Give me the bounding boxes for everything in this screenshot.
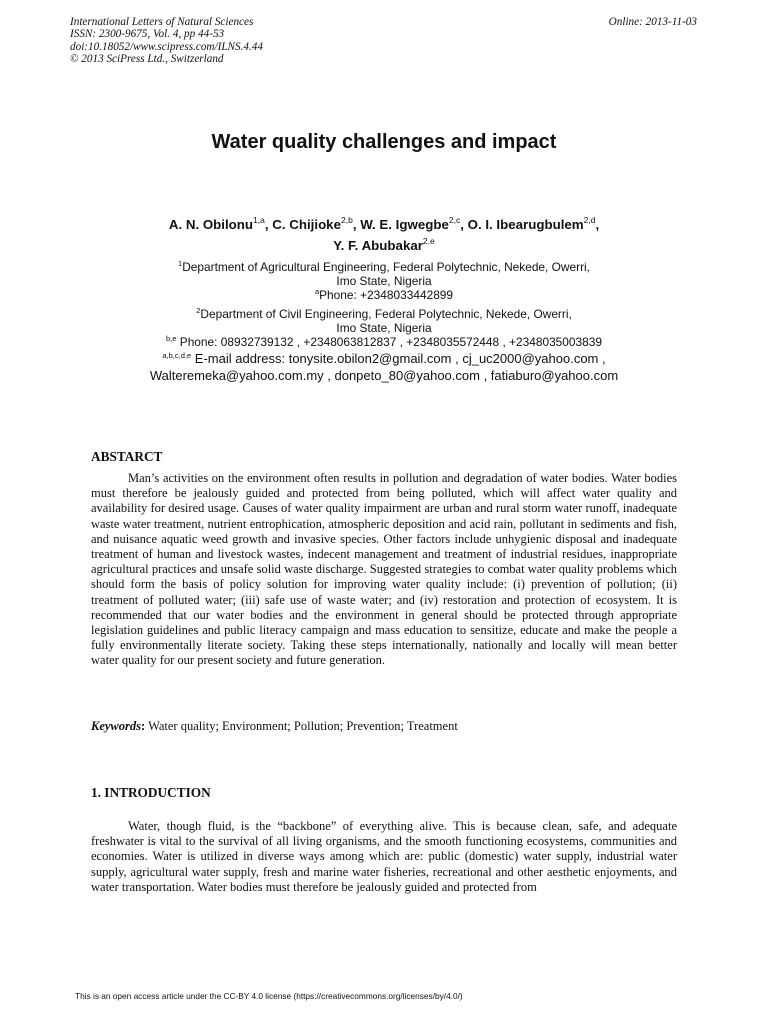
affiliation-mark: a,b,c,d,e (162, 350, 192, 360)
email-line-2: Walteremeka@yahoo.com.my , donpeto_80@yahoo.com , fatiaburo@yahoo.com (149, 367, 619, 383)
affiliation-1-phone (60, 286, 708, 303)
affiliation-block (60, 261, 708, 384)
affiliation-mark: 2 (196, 306, 201, 316)
email-text: E-mail address: tonysite.obilon2@gmail.com , cj_uc2000@yahoo.com , (194, 350, 606, 366)
author-list (60, 214, 708, 256)
author-affiliation-mark: 2,b (340, 215, 353, 225)
keywords-colon: : (141, 719, 146, 733)
abstract-heading: ABSTARCT (91, 449, 163, 464)
keywords-line (91, 719, 458, 734)
author-separator: , (595, 217, 600, 232)
affiliation-mark: 1 (178, 259, 183, 268)
journal-issn: ISSN: 2300-9675, Vol. 4, pp 44-53 (70, 28, 225, 41)
affiliation-2-phone (60, 333, 708, 350)
keywords-label: Keywords (91, 719, 141, 733)
affiliation-text: Department of Agricultural Engineering, Federal Polytechnic, Nekede, Owerri, (182, 260, 590, 274)
author-affiliation-mark: 2,e (422, 236, 435, 246)
keywords-text: Water quality; Environment; Pollution; Prevention; Treatment (145, 719, 458, 733)
journal-doi: doi:10.18052/www.scipress.com/ILNS.4.44 (70, 40, 263, 53)
author-separator: , (352, 217, 361, 232)
email-line-1 (60, 350, 708, 367)
affiliation-1 (60, 261, 708, 275)
affiliation-mark: a (314, 286, 320, 296)
journal-name: International Letters of Natural Sciences (70, 16, 254, 28)
license-footer: This is an open access article under the CC-BY 4.0 license (https://creativecommons.org/licenses/by/4.0/) (75, 991, 463, 1001)
affiliation-2 (60, 308, 708, 322)
author-name: C. Chijioke (272, 217, 341, 232)
phone-text: Phone: +2348033442899 (319, 287, 454, 302)
paper-title: Water quality challenges and impact (211, 131, 557, 153)
affiliation-2-location: Imo State, Nigeria (336, 321, 432, 336)
section-heading-introduction: 1. INTRODUCTION (91, 785, 211, 800)
journal-header (70, 16, 263, 66)
author-name: Y. F. Abubakar (333, 238, 423, 253)
author-affiliation-mark: 2,d (583, 215, 596, 225)
author-separator: , (460, 217, 468, 232)
abstract-body: Man’s activities on the environment often results in pollution and degradation of water bodies. Water bodies must therefore be jealously guided and protected from being polluted, which will affect water quality and availability for desired usage. Causes of water quality impairment are urban and rural storm water runoff, inadequate waste water treatment, nutrient entrophication, atmospheric deposition and acid rain, pollutant in sediments and fish, and nuisance aquatic weed growth and invasive species. Other factors include unhygienic disposal and inadequate treatment of human and livestock wastes, indecent management and treatment of industrial residues, inappropriate agricultural practices and unsafe solid waste discharge. Suggested strategies to combat water quality problems which should form the basis of policy solution for improving water quality include: (i) prevention of pollution; (ii) treatment of polluted water; (iii) safe use of waste water; and (iv) restoration and protection of ecosystem. It is recommended that our water bodies and the environment in general should be protected through appropriate legislation guidelines and public literacy campaign and mass education to sensitize, educate and make the people a fully environmentally literate society. Taking these steps internationally, nationally and locally will mean better water quality for our present society and future generation. (91, 471, 677, 668)
journal-copyright: © 2013 SciPress Ltd., Switzerland (70, 53, 224, 66)
author-affiliation-mark: 1,a (253, 215, 265, 225)
introduction-body: Water, though fluid, is the “backbone” of everything alive. This is because clean, safe, and adequate freshwater is vital to the survival of all living organisms, and the smooth functioning ecosystems, communities and economies. Water is utilized in diverse ways among which are: public (domestic) water supply, industrial water supply, agricultural water supply, fresh and marine water fisheries, recreational and other aesthetic enjoyments, and water transportation. Water bodies must therefore be jealously guided and protected from (91, 819, 677, 894)
affiliation-1-location: Imo State, Nigeria (336, 273, 432, 288)
author-name: W. E. Igwegbe (360, 217, 449, 232)
phone-text: Phone: 08932739132 , +2348063812837 , +2348035572448 , +2348035003839 (179, 334, 602, 349)
affiliation-text: Department of Civil Engineering, Federal Polytechnic, Nekede, Owerri, (200, 307, 572, 322)
author-separator: , (264, 217, 273, 232)
author-line-1 (60, 214, 708, 235)
online-date: Online: 2013-11-03 (608, 16, 697, 28)
author-affiliation-mark: 2,c (448, 215, 461, 225)
author-line-2 (60, 235, 708, 256)
author-name: A. N. Obilonu (168, 217, 254, 232)
author-name: O. I. Ibearugbulem (467, 217, 584, 232)
affiliation-mark: b,e (166, 333, 177, 343)
